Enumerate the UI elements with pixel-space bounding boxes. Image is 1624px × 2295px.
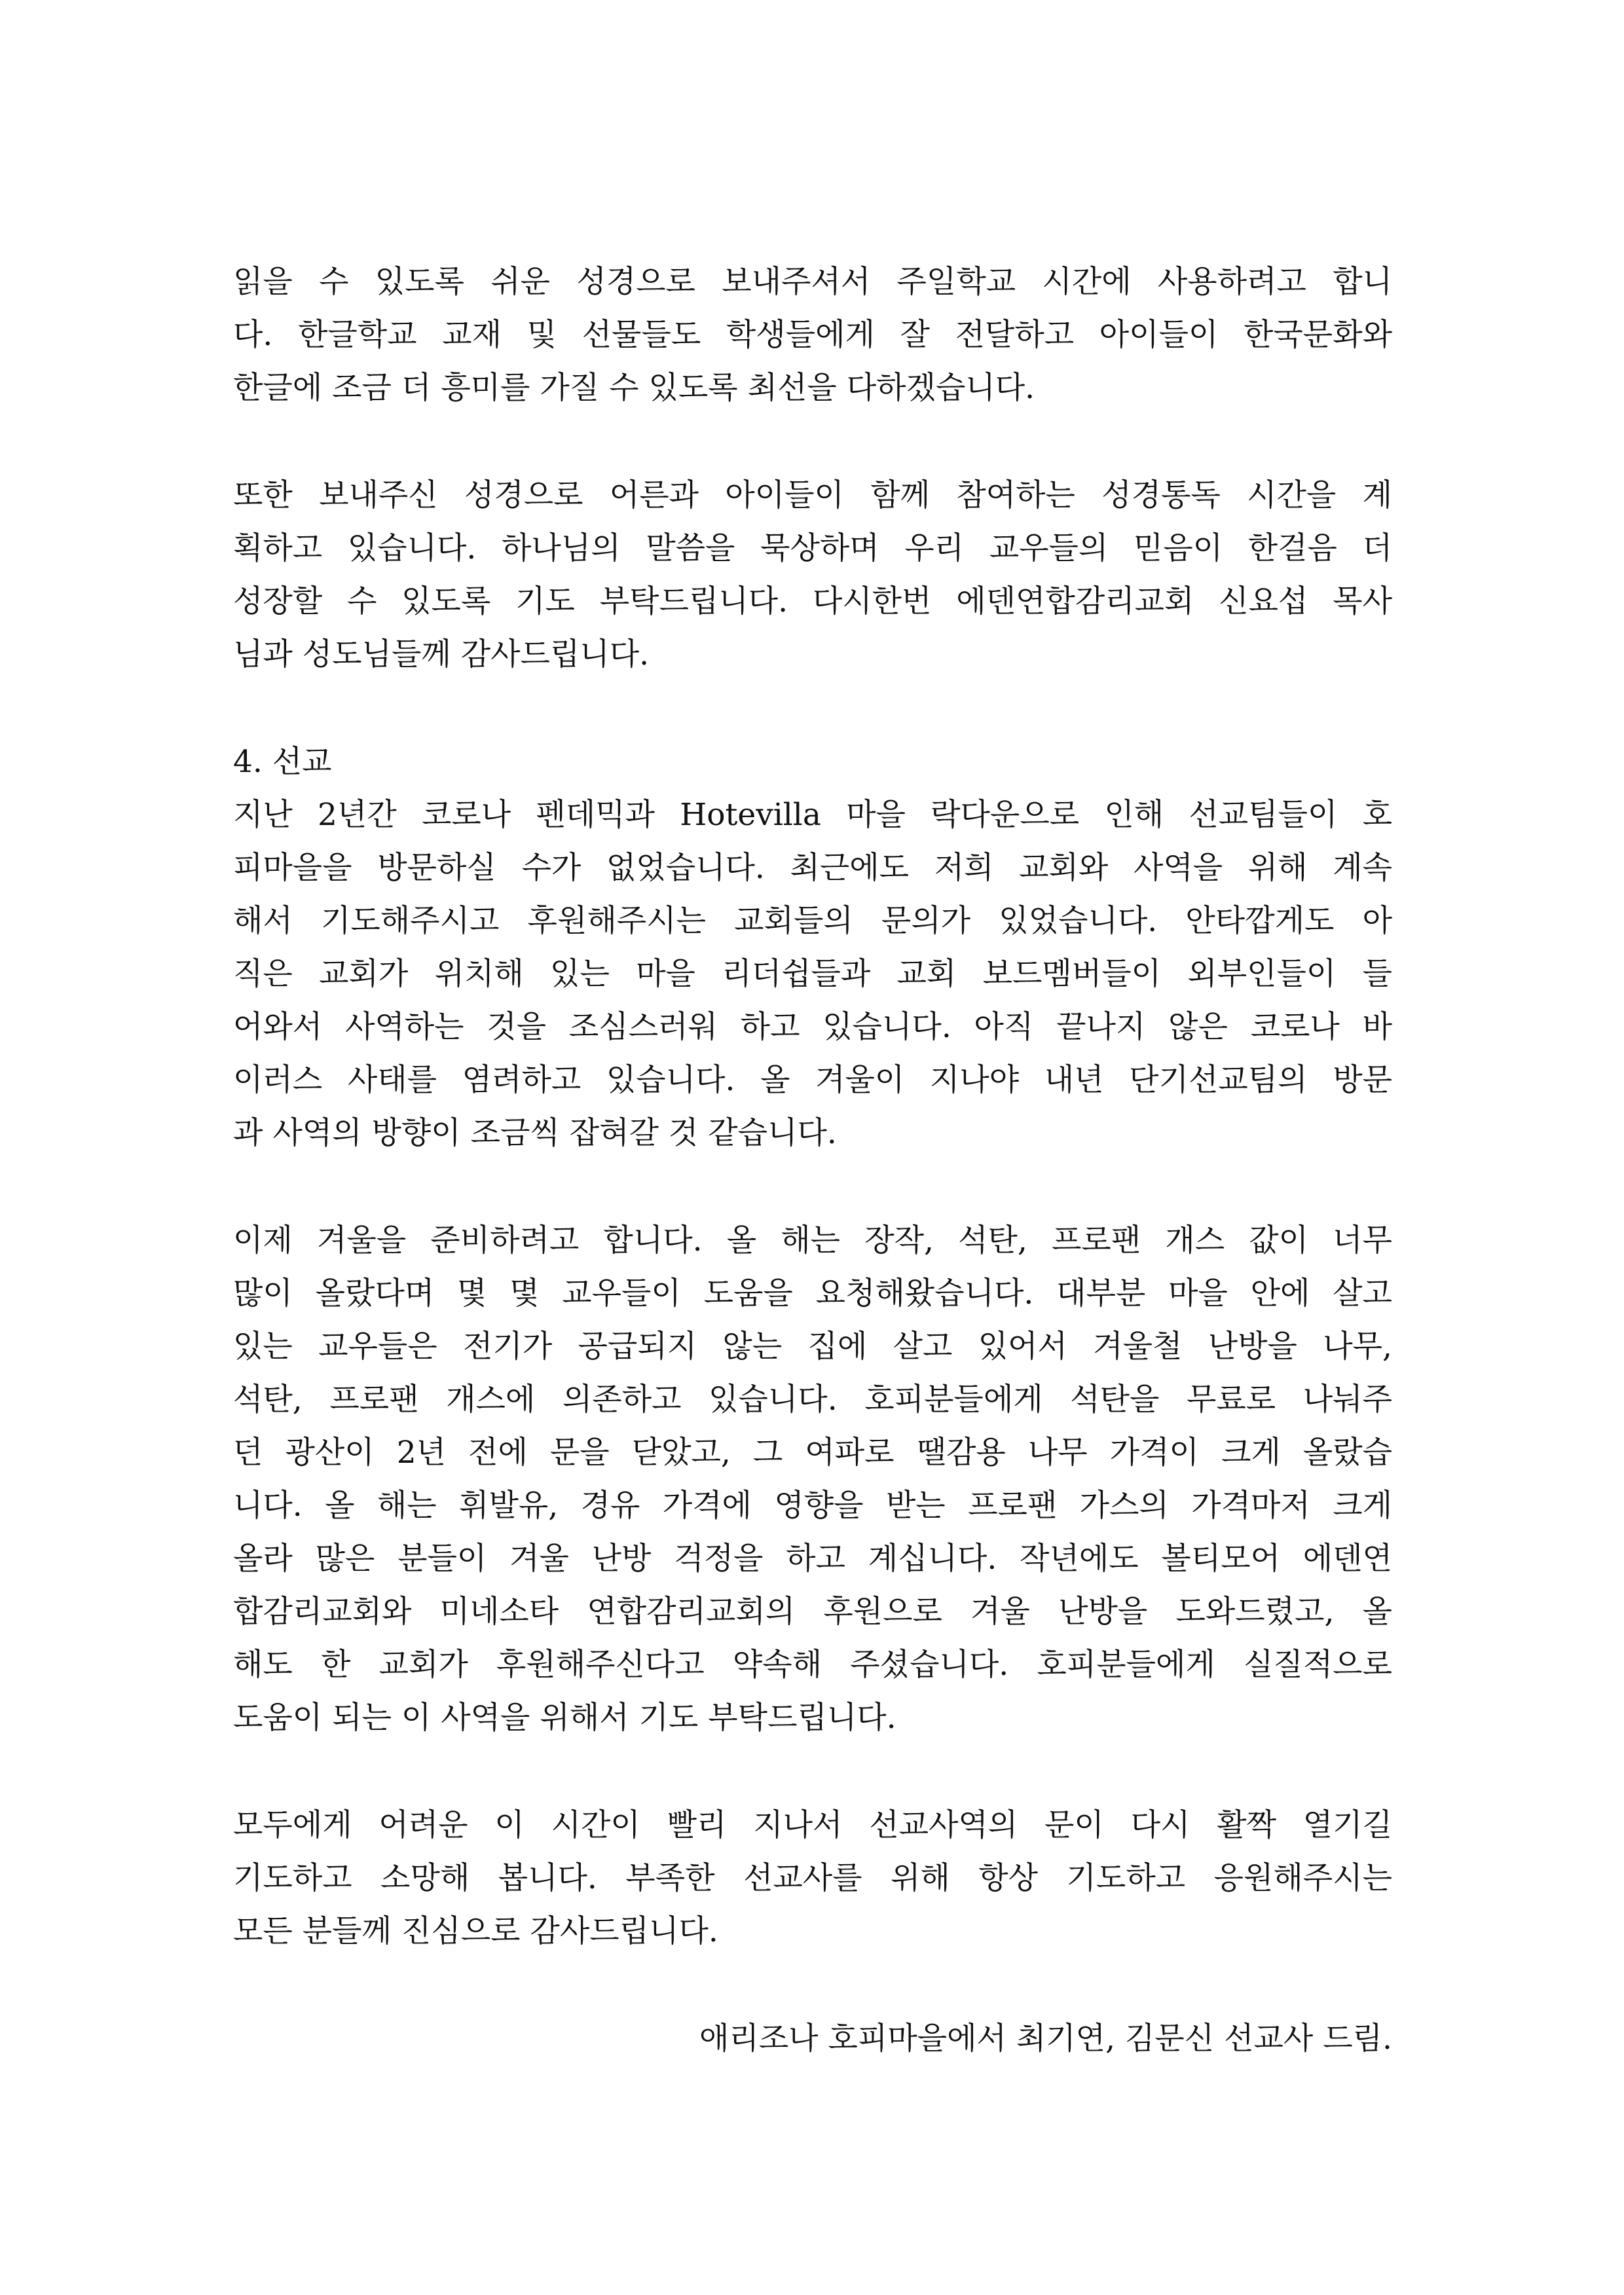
text-line: 획하고 있습니다. 하나님의 말씀을 묵상하며 우리 교우들의 믿음이 한걸음 더 [233,530,1392,566]
paragraph-gap [233,414,1392,469]
section-mission [233,735,1392,1160]
text-line: 피마을을 방문하실 수가 없었습니다. 최근에도 저희 교회와 사역을 위해 계속 [233,850,1392,886]
text-line: 해서 기도해주시고 후원해주시는 교회들의 문의가 있었습니다. 안타깝게도 아 [233,903,1392,939]
paragraph-gap [233,681,1392,735]
text-line: 모두에게 어려운 이 시간이 빨리 지나서 선교사역의 문이 다시 활짝 열기길 [233,1807,1392,1843]
paragraph-bible-reading [233,469,1392,681]
paragraph-gap [233,1958,1392,2012]
text-line: 던 광산이 2년 전에 문을 닫았고, 그 여파로 땔감용 나무 가격이 크게 올랐습 [233,1435,1392,1471]
paragraph-easy-bibles [233,255,1392,414]
section-heading: 4. 선교 [233,744,332,780]
signature: 애리조나 호피마을에서 최기연, 김문신 선교사 드림. [699,2021,1392,2057]
text-line: 이러스 사태를 염려하고 있습니다. 올 겨울이 지나야 내년 단기선교팀의 방문 [233,1062,1392,1098]
text-line: 이제 겨울을 준비하려고 합니다. 올 해는 장작, 석탄, 프로팬 개스 값이 너무 [233,1222,1392,1258]
paragraph-closing [233,1799,1392,1958]
text-line: 성장할 수 있도록 기도 부탁드립니다. 다시한번 에덴연합감리교회 신요섭 목사 [233,583,1392,619]
text-line: 어와서 사역하는 것을 조심스러워 하고 있습니다. 아직 끝나지 않은 코로나 바 [233,1009,1392,1045]
paragraph-gap [233,1744,1392,1799]
text-line: 지난 2년간 코로나 펜데믹과 Hotevilla 마을 락다운으로 인해 선교팀들이 호 [233,797,1392,833]
text-line: 올라 많은 분들이 겨울 난방 걱정을 하고 계십니다. 작년에도 볼티모어 에덴연 [233,1541,1392,1577]
text-line: 과 사역의 방향이 조금씩 잡혀갈 것 같습니다. [233,1115,837,1151]
paragraph-gap [233,1160,1392,1214]
text-line: 있는 교우들은 전기가 공급되지 않는 집에 살고 있어서 겨울철 난방을 나무, [233,1329,1392,1365]
text-line: 합감리교회와 미네소타 연합감리교회의 후원으로 겨울 난방을 도와드렸고, 올 [233,1594,1392,1630]
text-line: 석탄, 프로팬 개스에 의존하고 있습니다. 호피분들에게 석탄을 무료로 나눠주 [233,1382,1392,1418]
text-line: 또한 보내주신 성경으로 어른과 아이들이 함께 참여하는 성경통독 시간을 계 [233,477,1392,513]
text-line: 모든 분들께 진심으로 감사드립니다. [233,1913,718,1949]
text-line: 다. 한글학교 교재 및 선물들도 학생들에게 잘 전달하고 아이들이 한국문화와 [233,317,1392,353]
paragraph-winter-heating [233,1214,1392,1744]
text-line: 님과 성도님들께 감사드립니다. [233,636,650,672]
text-line: 직은 교회가 위치해 있는 마을 리더쉽들과 교회 보드멤버들이 외부인들이 들 [233,956,1392,992]
text-line: 해도 한 교회가 후원해주신다고 약속해 주셨습니다. 호피분들에게 실질적으로 [233,1647,1392,1683]
text-line: 도움이 되는 이 사역을 위해서 기도 부탁드립니다. [233,1700,896,1736]
letter-page [233,255,1392,2065]
text-line: 니다. 올 해는 휘발유, 경유 가격에 영향을 받는 프로팬 가스의 가격마저 크게 [233,1488,1392,1524]
text-line: 읽을 수 있도록 쉬운 성경으로 보내주셔서 주일학교 시간에 사용하려고 합니 [233,264,1392,300]
text-line: 기도하고 소망해 봅니다. 부족한 선교사를 위해 항상 기도하고 응원해주시는 [233,1860,1392,1896]
text-line: 많이 올랐다며 몇 몇 교우들이 도움을 요청해왔습니다. 대부분 마을 안에 살고 [233,1276,1392,1312]
text-line: 한글에 조금 더 흥미를 가질 수 있도록 최선을 다하겠습니다. [233,370,1035,406]
